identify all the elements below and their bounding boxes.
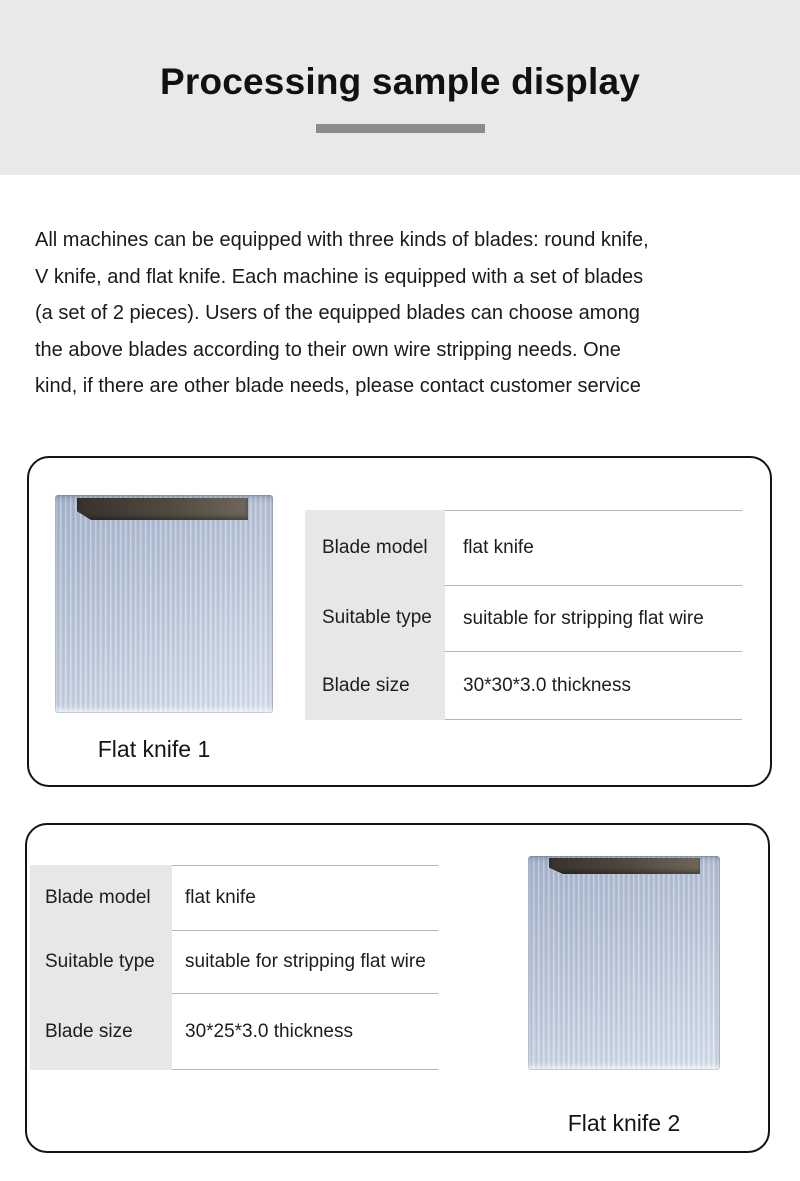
flat-knife-1-caption: Flat knife 1 [97,736,211,762]
intro-line-3: (a set of 2 pieces). Users of the equipped blades can choose among [35,302,640,324]
flat-knife-2-spec-table [30,865,438,1070]
flat-knife-1-card [27,456,772,787]
flat-knife-1-photo [55,495,273,713]
spec-value-suitable-type: suitable for stripping flat wire [172,930,438,993]
blade-slot [77,498,248,520]
header-section [0,0,800,175]
intro-paragraph [35,222,783,405]
blade-slot [549,858,700,874]
flat-knife-1-spec-table [305,510,742,720]
spec-label-suitable-type: Suitable type [305,585,445,651]
title-divider [316,124,485,133]
spec-label-blade-model: Blade model [30,865,172,930]
spec-value-suitable-type: suitable for stripping flat wire [445,585,742,651]
blade-plate [55,495,273,713]
spec-label-blade-size: Blade size [305,651,445,720]
spec-label-blade-size: Blade size [30,993,172,1070]
spec-value-blade-size: 30*30*3.0 thickness [445,651,742,720]
spec-value-blade-size: 30*25*3.0 thickness [172,993,438,1070]
intro-line-1: All machines can be equipped with three kinds of blades: round knife, [35,229,649,251]
intro-line-2: V knife, and flat knife. Each machine is equipped with a set of blades [35,265,644,288]
intro-line-5: kind, if there are other blade needs, please contact customer service [35,375,641,397]
flat-knife-2-photo [528,856,720,1070]
page-title: Processing sample display [159,61,641,102]
spec-label-suitable-type: Suitable type [30,930,172,993]
spec-label-blade-model: Blade model [305,510,445,585]
intro-line-4: the above blades according to their own wire stripping needs. One [35,338,621,361]
flat-knife-2-caption: Flat knife 2 [567,1110,681,1136]
flat-knife-2-card [25,823,770,1153]
spec-value-blade-model: flat knife [445,510,742,585]
blade-plate [528,856,720,1070]
spec-value-blade-model: flat knife [172,865,438,930]
